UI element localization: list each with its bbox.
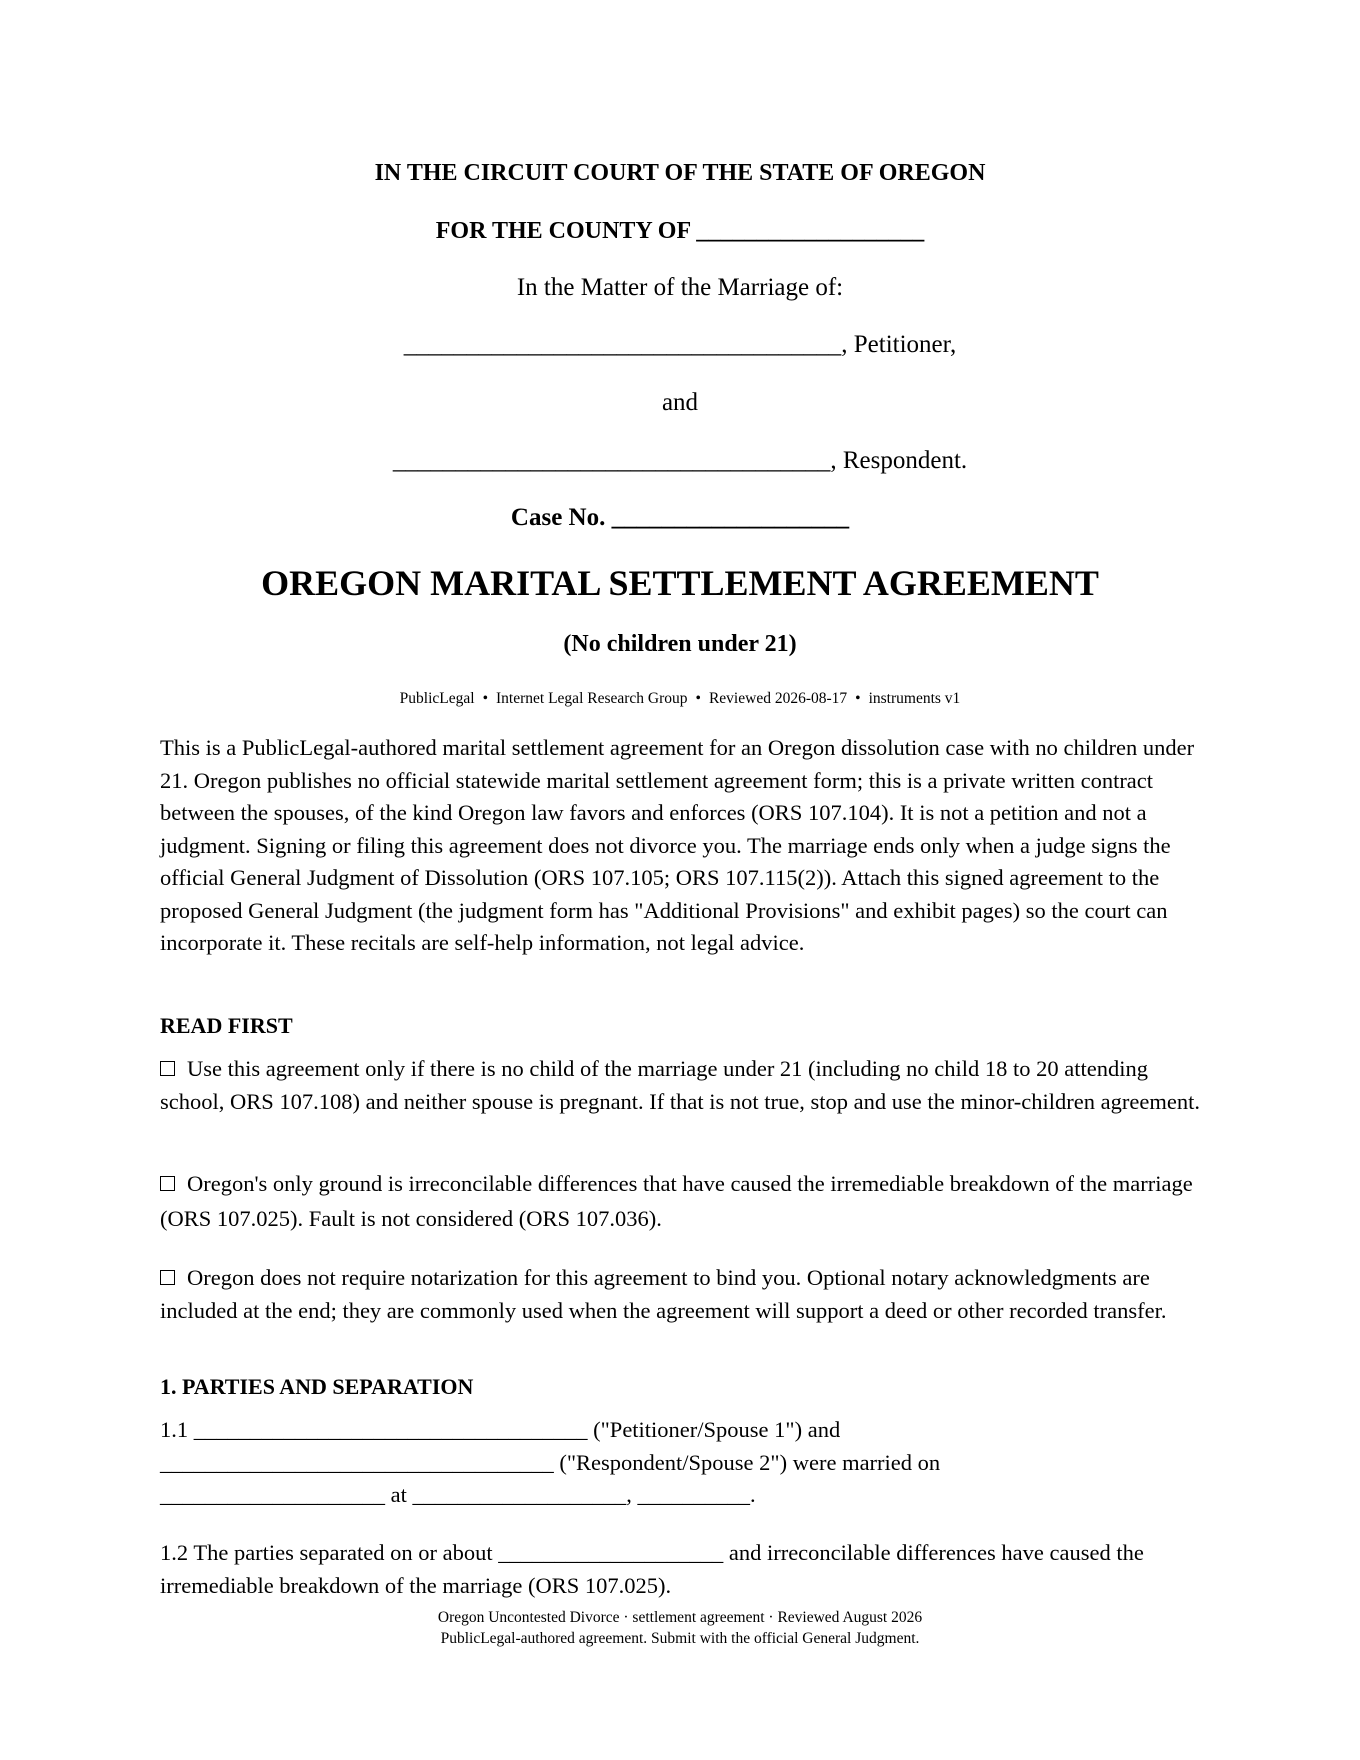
document-title: OREGON MARITAL SETTLEMENT AGREEMENT (261, 563, 1099, 603)
paragraph-1-1-line: 1.1 ___________________________________ ("Petitioner/Spouse 1") and (160, 1417, 841, 1442)
read-first-item-text: Oregon's only ground is irreconcilable differences that have caused the irremediable breakdown of the marriage (ORS 107.025). Fault is not considered (ORS 107.036). (160, 1171, 1193, 1231)
read-first-item-text: Oregon does not require notarization for this agreement to bind you. Optional notary acknowledgments are included at the end; they are commonly used when the agreement will support a deed or other recorded transfer. (160, 1265, 1167, 1323)
meta-line (0, 690, 1360, 708)
section-1-heading: 1. PARTIES AND SEPARATION (160, 1374, 474, 1399)
paragraph-1-2: 1.2 The parties separated on or about ____________________ and irreconcilable differences have caused the irremediable breakdown of the marriage (ORS 107.025). (160, 1540, 1144, 1598)
meta-publisher: PublicLegal (399, 690, 475, 707)
paragraph-1-1-line: ___________________________________ ("Respondent/Spouse 2") were married on (160, 1449, 941, 1475)
meta-separator: • (855, 690, 861, 707)
intro-paragraph: This is a PublicLegal-authored marital settlement agreement for an Oregon dissolution case with no children under 21. Oregon publishes no official statewide marital settlement agreement form; this is a private written contract between the spouses, of the kind Oregon law favors and enforces (ORS 107.104). It is not a petition and not a judgment. Signing or filing this agreement does not divorce you. The marriage ends only when a judge signs the official General Judgment of Dissolution (ORS 107.105; ORS 107.115(2)). Attach this signed agreement to the proposed General Judgment (the judgment form has "Additional Provisions" and exhibit pages) so the court can incorporate it. These recitals are self-help information, not legal advice. (160, 735, 1195, 955)
document-subtitle: (No children under 21) (563, 631, 797, 657)
checkbox-icon[interactable] (160, 1270, 175, 1285)
read-first-item (160, 1166, 1200, 1236)
court-heading: IN THE CIRCUIT COURT OF THE STATE OF OREGON (374, 160, 986, 186)
paragraph-1-1 (160, 1414, 1200, 1512)
case-number-line: Case No. ___________________ (510, 504, 850, 531)
respondent-line: ___________________________________, Respondent. (392, 447, 968, 474)
petitioner-line: ___________________________________, Petitioner, (403, 331, 957, 358)
read-first-heading: READ FIRST (160, 1013, 293, 1038)
county-line: FOR THE COUNTY OF ___________________ (435, 218, 925, 244)
paragraph-1-1-line: ____________________ at ___________________, __________. (160, 1482, 756, 1507)
read-first-item (160, 1262, 1200, 1327)
footer-line-2: PublicLegal-authored agreement. Submit with the official General Judgment. (440, 1630, 920, 1647)
matter-line: In the Matter of the Marriage of: (516, 274, 844, 301)
and-line: and (661, 389, 699, 416)
checkbox-icon[interactable] (160, 1061, 175, 1076)
meta-reviewed: Reviewed 2026-08-17 (708, 690, 848, 707)
read-first-item (160, 1052, 1200, 1118)
meta-separator: • (695, 690, 701, 707)
meta-separator: • (482, 690, 489, 707)
read-first-item-text: Use this agreement only if there is no child of the marriage under 21 (including no child 18 to 20 attending school, ORS 107.108) and neither spouse is pregnant. If that is not true, stop and use the minor-children agreement. (160, 1056, 1200, 1114)
meta-group: Internet Legal Research Group (496, 690, 688, 707)
footer-line-1: Oregon Uncontested Divorce · settlement agreement · Reviewed August 2026 (437, 1609, 923, 1626)
meta-version: instruments v1 (868, 690, 961, 707)
checkbox-icon[interactable] (160, 1176, 175, 1191)
